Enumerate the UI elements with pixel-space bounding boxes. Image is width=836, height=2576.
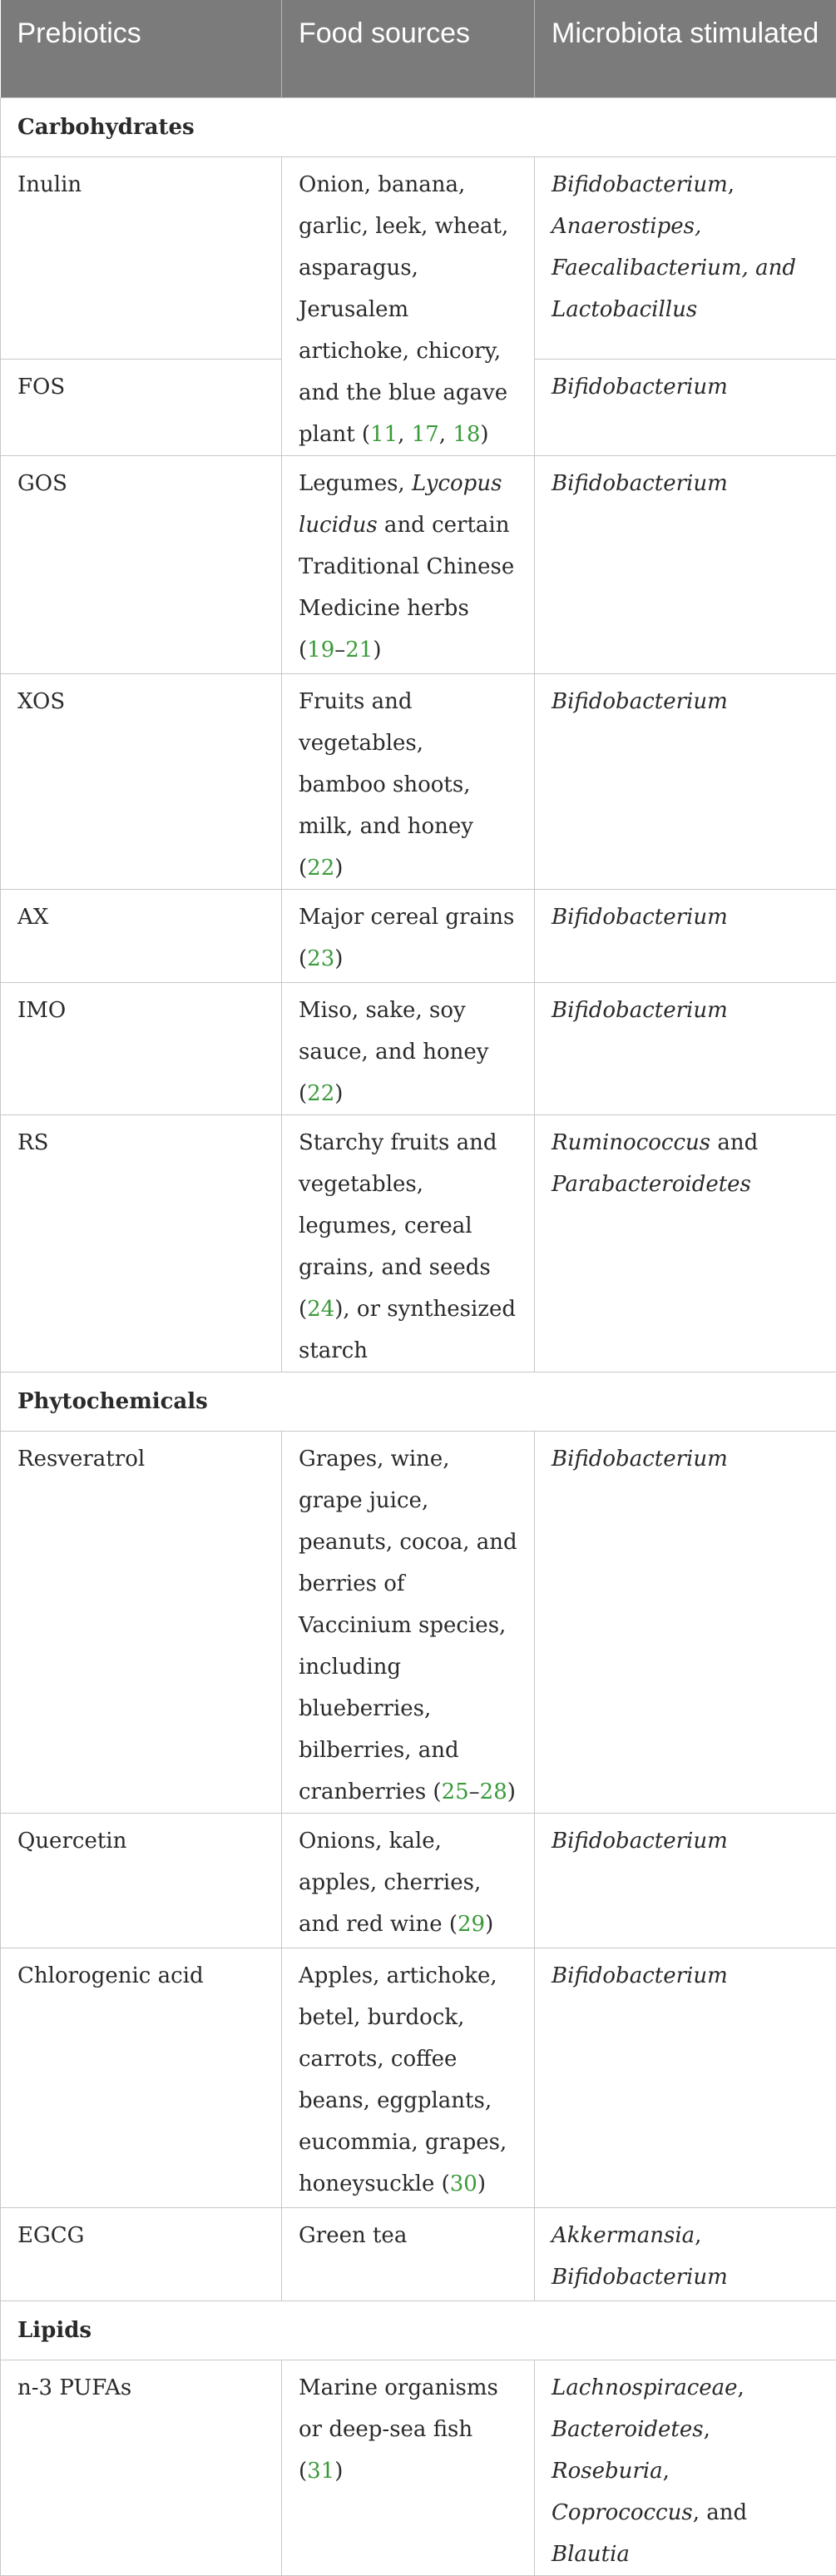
reference-link[interactable]: 22 [307,1081,334,1106]
prebiotic-name: IMO [1,982,282,1114]
prebiotic-name: Quercetin [1,1813,282,1948]
microbiota: Bifidobacterium [535,673,836,889]
food-sources: Onions, kale, apples, cherries, and red wine (29) [282,1813,535,1948]
section-row [1,97,836,156]
reference-link[interactable]: 30 [450,2171,477,2196]
table-row [1,2207,836,2301]
table-row [1,455,836,673]
microbiota: Akkermansia, Bifidobacterium [535,2207,836,2301]
prebiotic-name: n-3 PUFAs [1,2360,282,2575]
food-sources: Starchy fruits and vegetables, legumes, cereal grains, and seeds (24), or synthesized starch [282,1114,535,1372]
reference-link[interactable]: 19 [307,638,334,663]
reference-link[interactable]: 18 [453,422,480,447]
prebiotic-name: EGCG [1,2207,282,2301]
reference-link[interactable]: 22 [307,856,334,881]
table-row [1,1114,836,1372]
section-row [1,1372,836,1431]
food-sources: Green tea [282,2207,535,2301]
table-row [1,1948,836,2207]
prebiotic-name: GOS [1,455,282,673]
header-food-sources: Food sources [282,0,535,97]
microbiota: Ruminococcus and Parabacteroidetes [535,1114,836,1372]
prebiotic-name: AX [1,889,282,982]
microbiota: Bifidobacterium [535,982,836,1114]
microbiota: Bifidobacterium [535,1948,836,2207]
table-header-row [1,0,836,97]
reference-link[interactable]: 31 [307,2459,334,2484]
prebiotic-name: Chlorogenic acid [1,1948,282,2207]
food-sources: Marine organisms or deep-sea fish (31) [282,2360,535,2575]
table-row [1,889,836,982]
food-sources: Apples, artichoke, betel, burdock, carrots, coffee beans, eggplants, eucommia, grapes, honeysuckle (30) [282,1948,535,2207]
prebiotic-name: FOS [1,360,282,455]
header-microbiota: Microbiota stimulated [535,0,836,97]
microbiota: Bifidobacterium [535,1813,836,1948]
reference-link[interactable]: 23 [307,946,334,971]
section-phytochemicals: Phytochemicals [1,1372,836,1431]
food-sources: Major cereal grains (23) [282,889,535,982]
reference-link[interactable]: 11 [370,422,398,447]
reference-link[interactable]: 24 [307,1297,334,1322]
reference-link[interactable]: 17 [412,422,439,447]
reference-link[interactable]: 28 [480,1779,507,1804]
microbiota: Bifidobacterium, Anaerostipes, Faecalibacterium, and Lactobacillus [535,156,836,360]
microbiota: Bifidobacterium [535,455,836,673]
table-row [1,156,836,360]
table-row [1,1813,836,1948]
table-row [1,982,836,1114]
table-row [1,673,836,889]
prebiotic-name: RS [1,1114,282,1372]
food-sources: Legumes, Lycopus lucidus and certain Traditional Chinese Medicine herbs (19–21) [282,455,535,673]
microbiota: Lachnospiraceae, Bacteroidetes, Roseburia, Coprococcus, and Blautia [535,2360,836,2575]
food-sources: Fruits and vegetables, bamboo shoots, milk, and honey (22) [282,673,535,889]
section-carbohydrates: Carbohydrates [1,97,836,156]
reference-link[interactable]: 21 [345,638,373,663]
microbiota: Bifidobacterium [535,1431,836,1813]
table-row [1,2360,836,2575]
table-row [1,1431,836,1813]
food-sources: Onion, banana, garlic, leek, wheat, asparagus, Jerusalem artichoke, chicory, and the blue agave plant (11, 17, 18) [282,156,535,455]
reference-link[interactable]: 29 [458,1912,485,1937]
food-sources: Miso, sake, soy sauce, and honey (22) [282,982,535,1114]
header-prebiotics: Prebiotics [1,0,282,97]
section-lipids: Lipids [1,2301,836,2360]
prebiotic-name: XOS [1,673,282,889]
prebiotic-name: Inulin [1,156,282,360]
microbiota: Bifidobacterium [535,889,836,982]
food-sources: Grapes, wine, grape juice, peanuts, cocoa, and berries of Vaccinium species, including blueberries, bilberries, and cranberries (25–28) [282,1431,535,1813]
section-row [1,2301,836,2360]
microbiota: Bifidobacterium [535,360,836,455]
reference-link[interactable]: 25 [442,1779,469,1804]
prebiotic-name: Resveratrol [1,1431,282,1813]
